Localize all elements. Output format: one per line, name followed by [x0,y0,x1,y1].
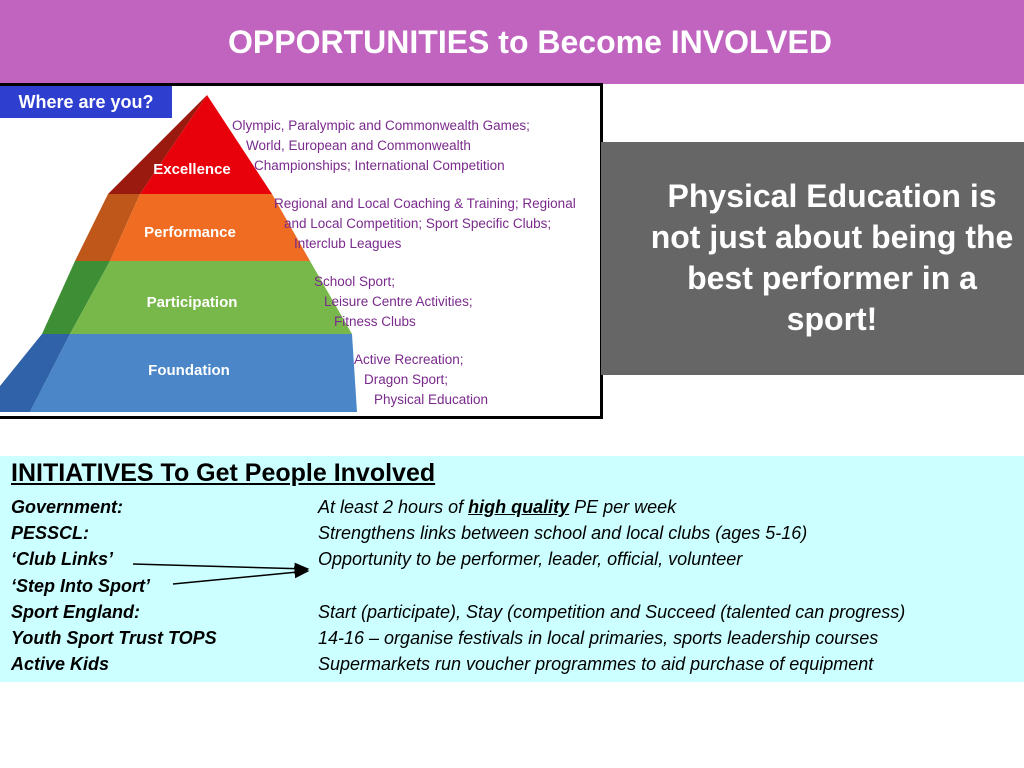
initiative-label: PESSCL: [11,523,90,543]
high-quality-text: high quality [468,497,570,517]
performance-desc-line-2: and Local Competition; Sport Specific Clubs; [284,216,552,231]
initiative-label: ‘Step Into Sport’ [11,576,150,596]
initiative-label: Government: [11,497,124,517]
excellence-desc-line-1: Olympic, Paralympic and Commonwealth Games; [232,118,530,133]
initiative-label: Sport England: [11,602,140,622]
step-into-sport-arrow [173,571,308,584]
initiative-label: Youth Sport Trust TOPS [11,628,217,648]
level-label-excellence: Excellence [153,161,231,178]
desc-text: PE per week [569,497,677,517]
initiative-desc: Start (participate), Stay (competition and Succeed (talented can progress) [318,602,906,622]
initiative-label: ‘Club Links’ [11,549,114,569]
level-label-foundation: Foundation [148,362,230,379]
level-label-performance: Performance [144,224,236,241]
excellence-desc-line-2: World, European and Commonwealth [246,138,471,153]
foundation-desc-line-3: Physical Education [374,392,489,407]
initiative-desc: Opportunity to be performer, leader, official, volunteer [318,549,743,569]
where-are-you-badge: Where are you? [0,86,172,118]
desc-text: At least 2 hours of [318,497,469,517]
foundation-desc-line-2: Dragon Sport; [364,372,449,387]
foundation-desc-line-1: Active Recreation; [354,352,464,367]
performance-desc-line-3: Interclub Leagues [294,236,402,251]
participation-desc-line-2: Leisure Centre Activities; [324,294,473,309]
slide-title: OPPORTUNITIES to Become INVOLVED [228,24,832,60]
initiative-desc: 14-16 – organise festivals in local primaries, sports leadership courses [318,628,879,648]
level-label-participation: Participation [146,294,238,311]
initiative-desc: Strengthens links between school and local clubs (ages 5-16) [318,523,808,543]
participation-desc-line-3: Fitness Clubs [334,314,416,329]
initiative-label: Active Kids [11,654,110,674]
participation-desc-line-1: School Sport; [314,274,396,289]
callout-text: Physical Education is not just about being the best performer in a sport! [650,178,1014,337]
initiatives-heading: INITIATIVES To Get People Involved [11,459,436,487]
excellence-desc-line-3: Championships; International Competition [254,158,505,173]
performance-desc-line-1: Regional and Local Coaching & Training; Regional [274,196,576,211]
initiative-desc: Supermarkets run voucher programmes to aid purchase of equipment [318,654,874,674]
club-links-arrow [133,564,308,569]
